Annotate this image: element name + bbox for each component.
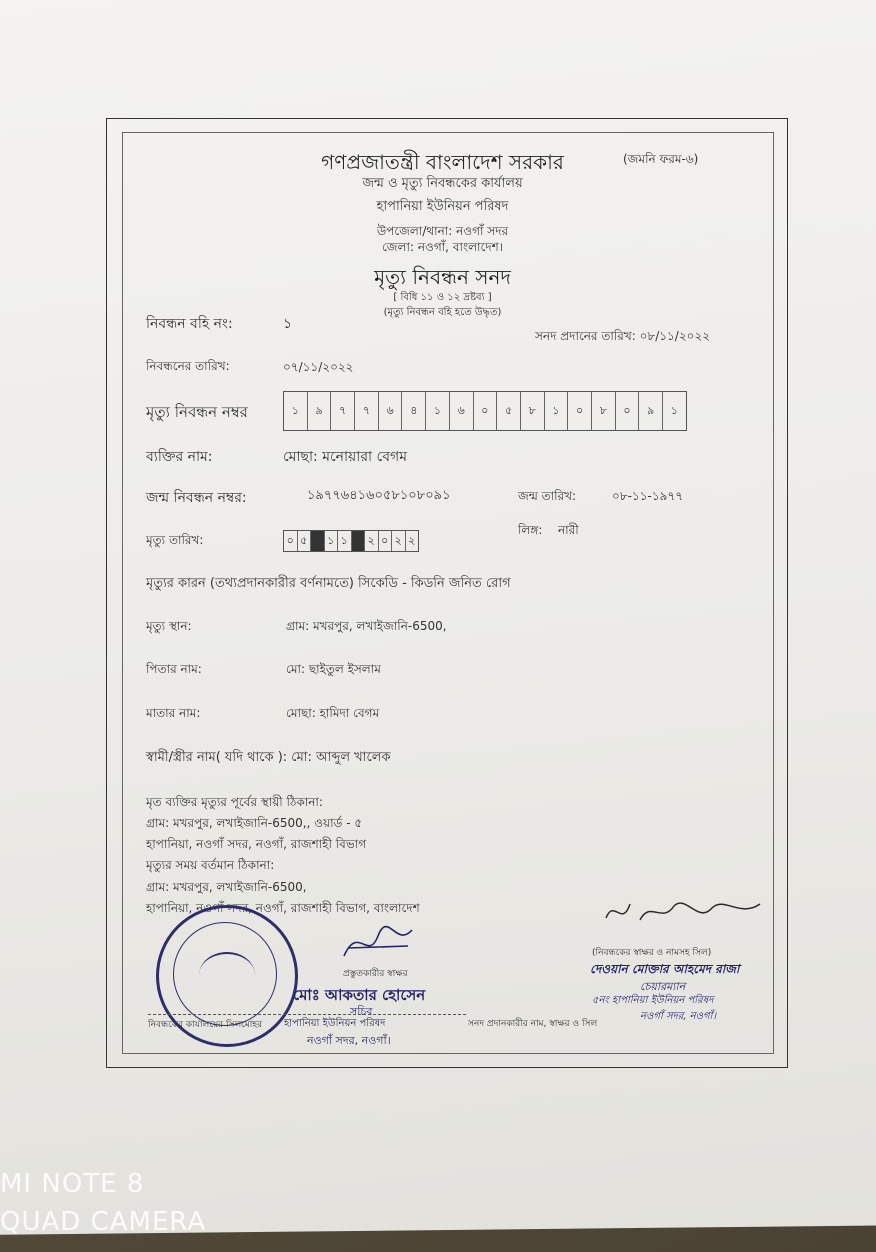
reg-digit: ৪ <box>402 392 426 430</box>
preparer-caption: প্রস্তুতকারীর স্বাক্ষর <box>343 969 408 979</box>
present-address-label: মৃত্যুর সময় বর্তমান ঠিকানা: <box>146 858 275 872</box>
chairman-office: ৫নং হাপানিয়া ইউনিয়ন পরিষদ <box>592 995 714 1006</box>
reg-digit: ৭ <box>355 392 379 430</box>
reg-digit: ৬ <box>450 392 474 430</box>
permanent-address-2: হাপানিয়া, নওগাঁ সদর, নওগাঁ, রাজশাহী বিভাগ <box>146 837 367 851</box>
chairman-name: দেওয়ান মোক্তার আহমেদ রাজা <box>590 962 740 976</box>
secretary-office: হাপানিয়া ইউনিয়ন পরিষদ <box>284 1018 386 1029</box>
birth-reg-value: ১৯৭৭৬৪১৬০৫৮১০৮০৯১ <box>307 488 451 503</box>
birth-reg-label: জন্ম নিবন্ধন নম্বর: <box>146 490 247 506</box>
issuer-caption: সনদ প্রদানকারীর নাম, স্বাক্ষর ও সিল <box>468 1019 598 1029</box>
present-address-1: গ্রাম: মখরপুর, লখাইজানি-6500, <box>146 880 307 894</box>
reg-digit: ১ <box>284 392 308 430</box>
certificate-title: মৃত্যু নিবন্ধন সনদ <box>374 265 511 289</box>
office-seal-caption: নিবন্ধকের কার্যালয়ের সিলমোহর <box>148 1020 263 1030</box>
chairman-place: নওগাঁ সদর, নওগাঁ। <box>640 1011 717 1022</box>
date-separator <box>311 531 325 551</box>
date-digit: ১ <box>338 531 352 551</box>
union-name: হাপানিয়া ইউনিয়ন পরিষদ <box>376 199 509 214</box>
reg-digit: ০ <box>568 392 592 430</box>
seal-emblem <box>199 952 255 998</box>
reg-digit: ৯ <box>308 392 332 430</box>
date-digit: ২ <box>392 531 406 551</box>
permanent-address-1: গ্রাম: মখরপুর, লখাইজানি-6500,, ওয়ার্ড - ৫ <box>146 816 363 830</box>
permanent-address-label: মৃত ব্যক্তির মৃত্যুর পূর্বের স্থায়ী ঠিকানা: <box>146 795 323 809</box>
sex-label: লিঙ্গ: <box>518 523 543 537</box>
death-cause: মৃত্যুর কারন (তথ্যপ্রদানকারীর বর্ণনামতে) সিকেডি - কিডনি জনিত রোগ <box>146 576 511 591</box>
reg-date-label: নিবন্ধনের তারিখ: <box>146 359 230 373</box>
name-label: ব্যক্তির নাম: <box>146 449 213 465</box>
upazila-line: উপজেলা/থানা: নওগাঁ সদর <box>376 224 509 238</box>
present-address-2: হাপানিয়া, নওগাঁ সদর, নওগাঁ, রাজশাহী বিভাগ, বাংলাদেশ <box>146 901 420 915</box>
death-date-grid <box>283 530 419 552</box>
birth-date-label: জন্ম তারিখ: <box>518 489 577 503</box>
reg-digit: ০ <box>616 392 640 430</box>
camera-type: QUAD CAMERA <box>0 1207 207 1237</box>
death-place-value: গ্রাম: মখরপুর, লখাইজানি-6500, <box>286 619 447 633</box>
signature-line <box>148 1014 466 1015</box>
birth-date-value: ০৮-১১-১৯৭৭ <box>612 489 684 503</box>
reg-digit: ৯ <box>639 392 663 430</box>
book-number-value: ১ <box>283 316 293 332</box>
reg-digit: ৮ <box>592 392 616 430</box>
reg-digit: ৮ <box>521 392 545 430</box>
reg-digit: ৭ <box>331 392 355 430</box>
mother-label: মাতার নাম: <box>146 706 201 720</box>
secretary-title: সচিব <box>350 1005 373 1018</box>
secretary-name: মোঃ আকতার হোসেন <box>293 986 426 1004</box>
district-line: জেলা: নওগাঁ, বাংলাদেশ। <box>381 240 504 254</box>
chairman-title: চেয়ারম্যান <box>640 980 686 993</box>
date-digit: ২ <box>408 534 416 547</box>
camera-watermark <box>0 1165 206 1241</box>
death-place-label: মৃত্যু স্থান: <box>146 619 192 633</box>
secretary-place: নওগাঁ সদর, নওগাঁ। <box>307 1034 391 1047</box>
date-separator <box>352 531 366 551</box>
registrar-caption: (নিবন্ধকের স্বাক্ষর ও নামসহ সিল) <box>592 948 712 958</box>
date-digit: ০ <box>284 531 298 551</box>
rule-reference: [ বিধি ১১ ও ১২ দ্রষ্টব্য ] <box>393 292 492 303</box>
reg-date-value: ০৭/১১/২০২২ <box>283 360 354 374</box>
reg-digit: ০ <box>474 392 498 430</box>
reg-digit: ১ <box>670 404 678 417</box>
reg-digit: ১ <box>426 392 450 430</box>
government-heading: গণপ্রজাতন্ত্রী বাংলাদেশ সরকার <box>321 150 564 174</box>
name-value: মোছা: মনোয়ারা বেগম <box>283 449 407 465</box>
sex-value: নারী <box>558 523 579 537</box>
mother-value: মোছা: হামিদা বেগম <box>286 706 380 720</box>
date-digit: ২ <box>365 531 379 551</box>
office-name: জন্ম ও মৃত্যু নিবন্ধকের কার্যালয় <box>362 176 523 191</box>
father-value: মো: ছাইতুল ইসলাম <box>286 662 381 676</box>
registrar-signature <box>600 888 770 936</box>
book-number-label: নিবন্ধন বহি নং: <box>146 316 233 332</box>
reg-digit: ৫ <box>497 392 521 430</box>
date-digit: ১ <box>325 531 339 551</box>
date-digit: ০ <box>379 531 393 551</box>
source-note: (মৃত্যু নিবন্ধন বহি হতে উদ্ধৃত) <box>383 307 502 318</box>
camera-model: MI NOTE 8 <box>0 1169 145 1199</box>
father-label: পিতার নাম: <box>146 662 202 676</box>
reg-no-label: মৃত্যু নিবন্ধন নম্বর <box>146 403 248 421</box>
death-date-label: মৃত্যু তারিখ: <box>146 533 204 547</box>
reg-no-grid <box>283 391 687 431</box>
preparer-signature <box>338 918 418 968</box>
reg-digit: ৬ <box>379 392 403 430</box>
date-digit: ৫ <box>298 531 312 551</box>
reg-digit: ১ <box>545 392 569 430</box>
form-number: (জমনি ফরম-৬) <box>623 152 699 166</box>
spouse-line: স্বামী/স্ত্রীর নাম( যদি থাকে ): মো: আব্দুল খালেক <box>146 750 391 765</box>
issue-date: সনদ প্রদানের তারিখ: ০৮/১১/২০২২ <box>535 329 711 343</box>
